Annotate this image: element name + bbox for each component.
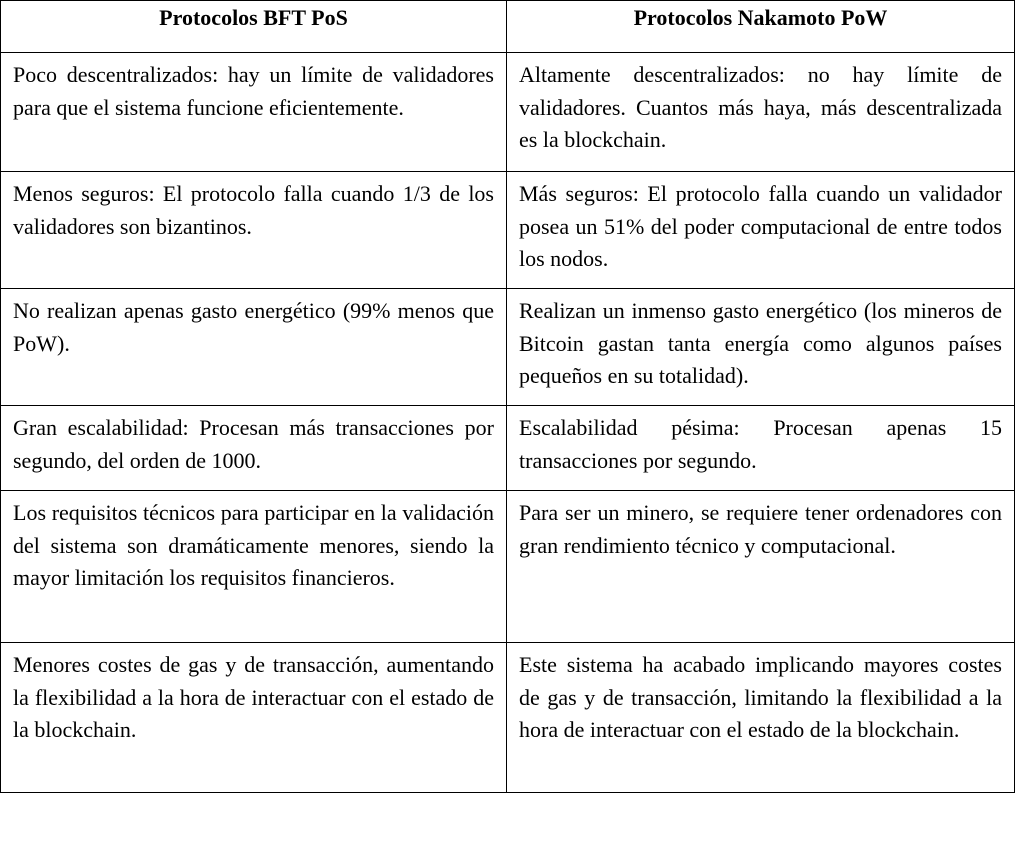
cell-pow <box>507 53 1015 172</box>
cell-pos <box>1 643 507 793</box>
cell-text: Más seguros: El protocolo falla cuando un validador posea un 51% del poder computacional de entre todos los nodos. <box>519 181 1002 271</box>
header-row <box>1 1 1015 53</box>
cell-text: Para ser un minero, se requiere tener ordenadores con gran rendimiento técnico y computacional. <box>519 500 1002 558</box>
cell-text: Poco descentralizados: hay un límite de validadores para que el sistema funcione eficientemente. <box>13 62 494 120</box>
cell-pos <box>1 53 507 172</box>
cell-text: Este sistema ha acabado implicando mayores costes de gas y de transacción, limitando la flexibilidad a la hora de interactuar con el estado de la blockchain. <box>519 652 1002 742</box>
cell-text: Menos seguros: El protocolo falla cuando 1/3 de los validadores son bizantinos. <box>13 181 494 239</box>
table-row-requirements <box>1 491 1015 643</box>
cell-pos <box>1 406 507 491</box>
cell-text: Altamente descentralizados: no hay límite de validadores. Cuantos más haya, más descentralizada es la blockchain. <box>519 62 1002 152</box>
table-row-energy <box>1 289 1015 406</box>
column-header-pow: Protocolos Nakamoto PoW <box>507 1 1015 53</box>
table-row-decentralization <box>1 53 1015 172</box>
cell-text: Los requisitos técnicos para participar en la validación del sistema son dramáticamente menores, siendo la mayor limitación los requisitos financieros. <box>13 500 494 590</box>
cell-text: Gran escalabilidad: Procesan más transacciones por segundo, del orden de 1000. <box>13 415 494 473</box>
cell-pow <box>507 643 1015 793</box>
table-row-scalability <box>1 406 1015 491</box>
table-row-costs <box>1 643 1015 793</box>
cell-pos <box>1 289 507 406</box>
cell-pow <box>507 172 1015 289</box>
cell-pow <box>507 406 1015 491</box>
cell-pos <box>1 491 507 643</box>
cell-pos <box>1 172 507 289</box>
cell-text: Menores costes de gas y de transacción, aumentando la flexibilidad a la hora de interactuar con el estado de la blockchain. <box>13 652 494 742</box>
column-header-pos: Protocolos BFT PoS <box>1 1 507 53</box>
cell-text: Realizan un inmenso gasto energético (los mineros de Bitcoin gastan tanta energía como algunos países pequeños en su totalidad). <box>519 298 1002 388</box>
cell-text: Escalabilidad pésima: Procesan apenas 15 transacciones por segundo. <box>519 415 1002 473</box>
table-row-security <box>1 172 1015 289</box>
cell-pow <box>507 491 1015 643</box>
cell-text: No realizan apenas gasto energético (99% menos que PoW). <box>13 298 494 356</box>
cell-pow <box>507 289 1015 406</box>
